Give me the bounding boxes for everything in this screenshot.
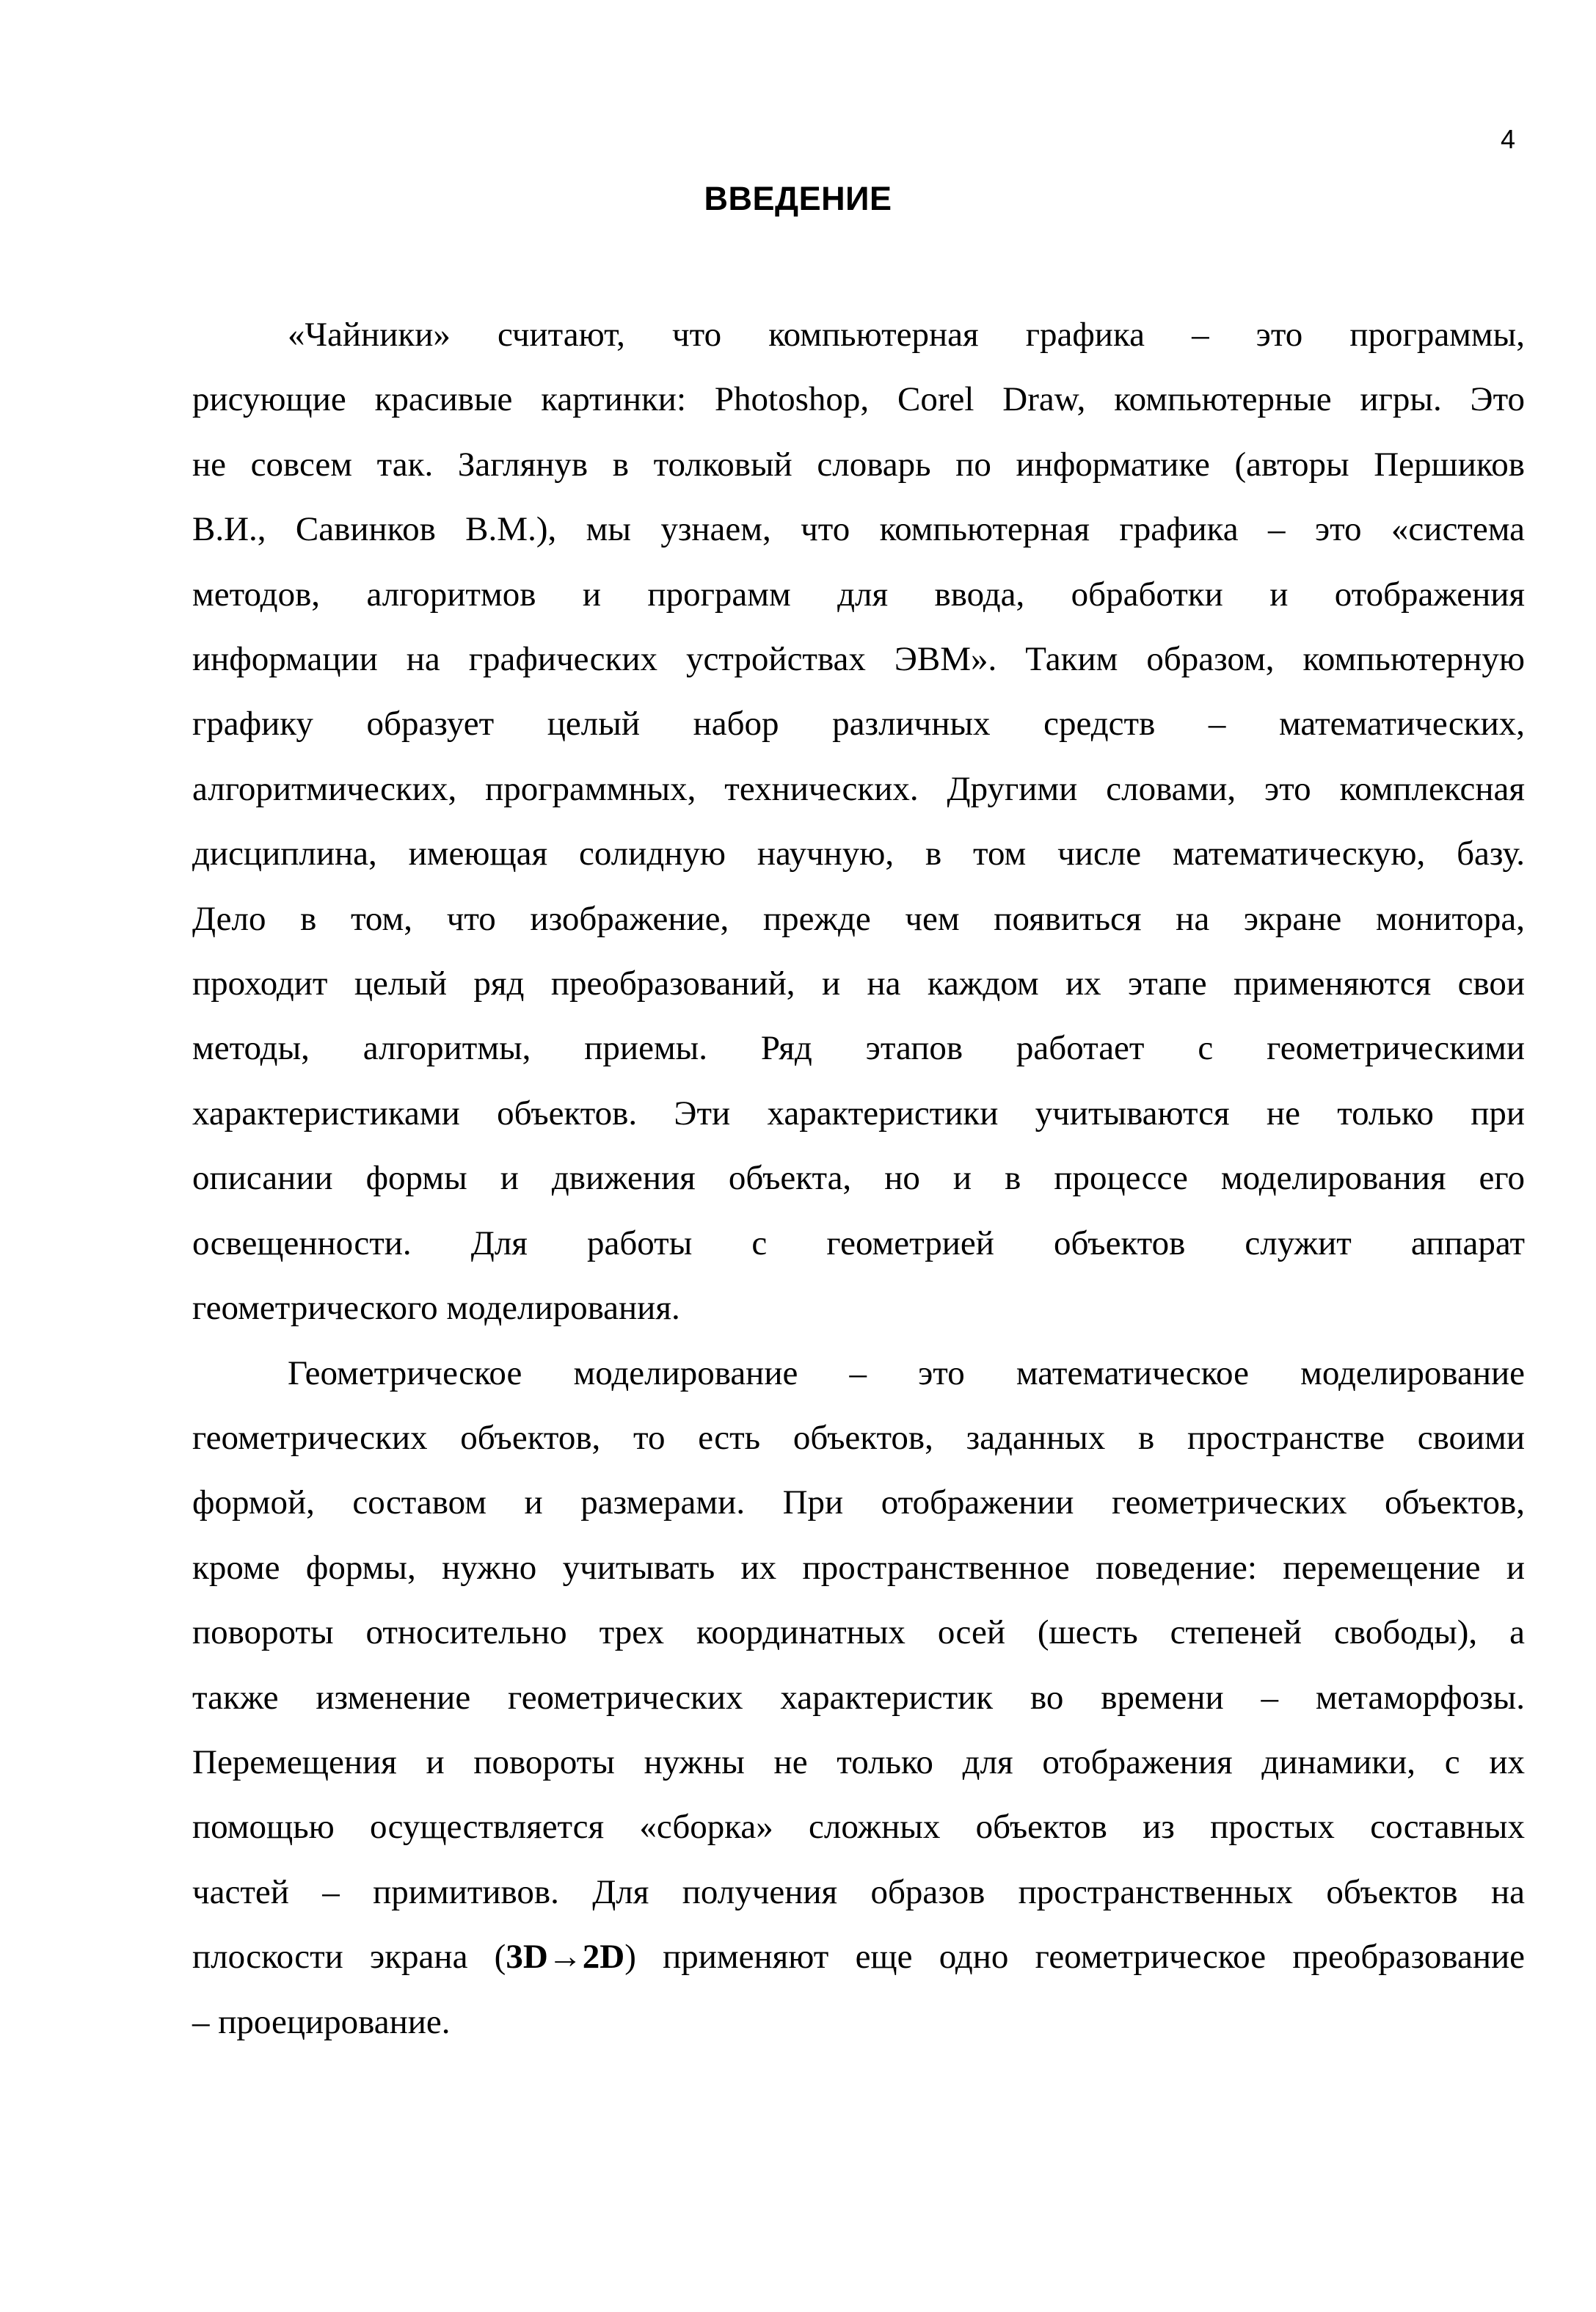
- text-line: дисциплина, имеющая солидную научную, в том числе математическую, базу.: [192, 835, 1525, 873]
- text-line: формой, составом и размерами. При отображении геометрических объектов,: [192, 1483, 1525, 1522]
- text-line: освещенности. Для работы с геометрией объектов служит аппарат: [192, 1224, 1525, 1262]
- text-line: Перемещения и повороты нужны не только для отображения динамики, с их: [192, 1742, 1525, 1781]
- text-line: также изменение геометрических характеристик во времени – метаморфозы.: [192, 1678, 1525, 1717]
- text-line: кроме формы, нужно учитывать их пространственное поведение: перемещение и: [192, 1548, 1525, 1587]
- text-line: геометрического моделирования.: [192, 1289, 680, 1328]
- text-line: характеристиками объектов. Эти характеристики учитываются не только при: [192, 1094, 1525, 1133]
- bold-term: 3D→2D: [506, 1938, 625, 1977]
- text-line: частей – примитивов. Для получения образов пространственных объектов на: [192, 1872, 1525, 1911]
- text-line: графику образует целый набор различных средств – математических,: [192, 705, 1525, 744]
- body-text: [192, 302, 1525, 2054]
- text-line: описании формы и движения объекта, но и в процессе моделирования его: [192, 1159, 1525, 1198]
- text-line: Дело в том, что изображение, прежде чем появиться на экране монитора,: [192, 899, 1525, 938]
- page-title: ВВЕДЕНИЕ: [704, 180, 892, 217]
- text-line: повороты относительно трех координатных осей (шесть степеней свободы), а: [192, 1613, 1525, 1652]
- text-line: помощью осуществляется «сборка» сложных объектов из простых составных: [192, 1808, 1525, 1847]
- text-line: – проецирование.: [192, 2002, 451, 2041]
- text-line: методов, алгоритмов и программ для ввода, обработки и отображения: [192, 575, 1525, 614]
- text-line-with-bold: [192, 1924, 1525, 1989]
- paragraph-1: [192, 302, 1525, 1341]
- text-line: рисующие красивые картинки: Photoshop, Corel Draw, компьютерные игры. Это: [192, 380, 1525, 419]
- text-line: методы, алгоритмы, приемы. Ряд этапов работает с геометрическими: [192, 1029, 1525, 1068]
- page-number: 4: [1500, 124, 1515, 154]
- text-line: Геометрическое моделирование – это математическое моделирование: [288, 1353, 1525, 1392]
- text-line: проходит целый ряд преобразований, и на каждом их этапе применяются свои: [192, 964, 1525, 1003]
- text-line: В.И., Савинков В.М.), мы узнаем, что компьютерная графика – это «система: [192, 510, 1525, 549]
- paragraph-2: [192, 1341, 1525, 2054]
- text-line: геометрических объектов, то есть объектов, заданных в пространстве своими: [192, 1418, 1525, 1457]
- text-line: не совсем так. Заглянув в толковый словарь по информатике (авторы Першиков: [192, 445, 1525, 484]
- text-line: информации на графических устройствах ЭВМ». Таким образом, компьютерную: [192, 640, 1525, 679]
- text-segment: плоскости экрана (: [192, 1938, 506, 1977]
- text-line: «Чайники» считают, что компьютерная графика – это программы,: [288, 316, 1525, 354]
- text-line: алгоритмических, программных, технических. Другими словами, это комплексная: [192, 769, 1525, 808]
- text-segment: ) применяют еще одно геометрическое преобразование: [624, 1938, 1525, 1977]
